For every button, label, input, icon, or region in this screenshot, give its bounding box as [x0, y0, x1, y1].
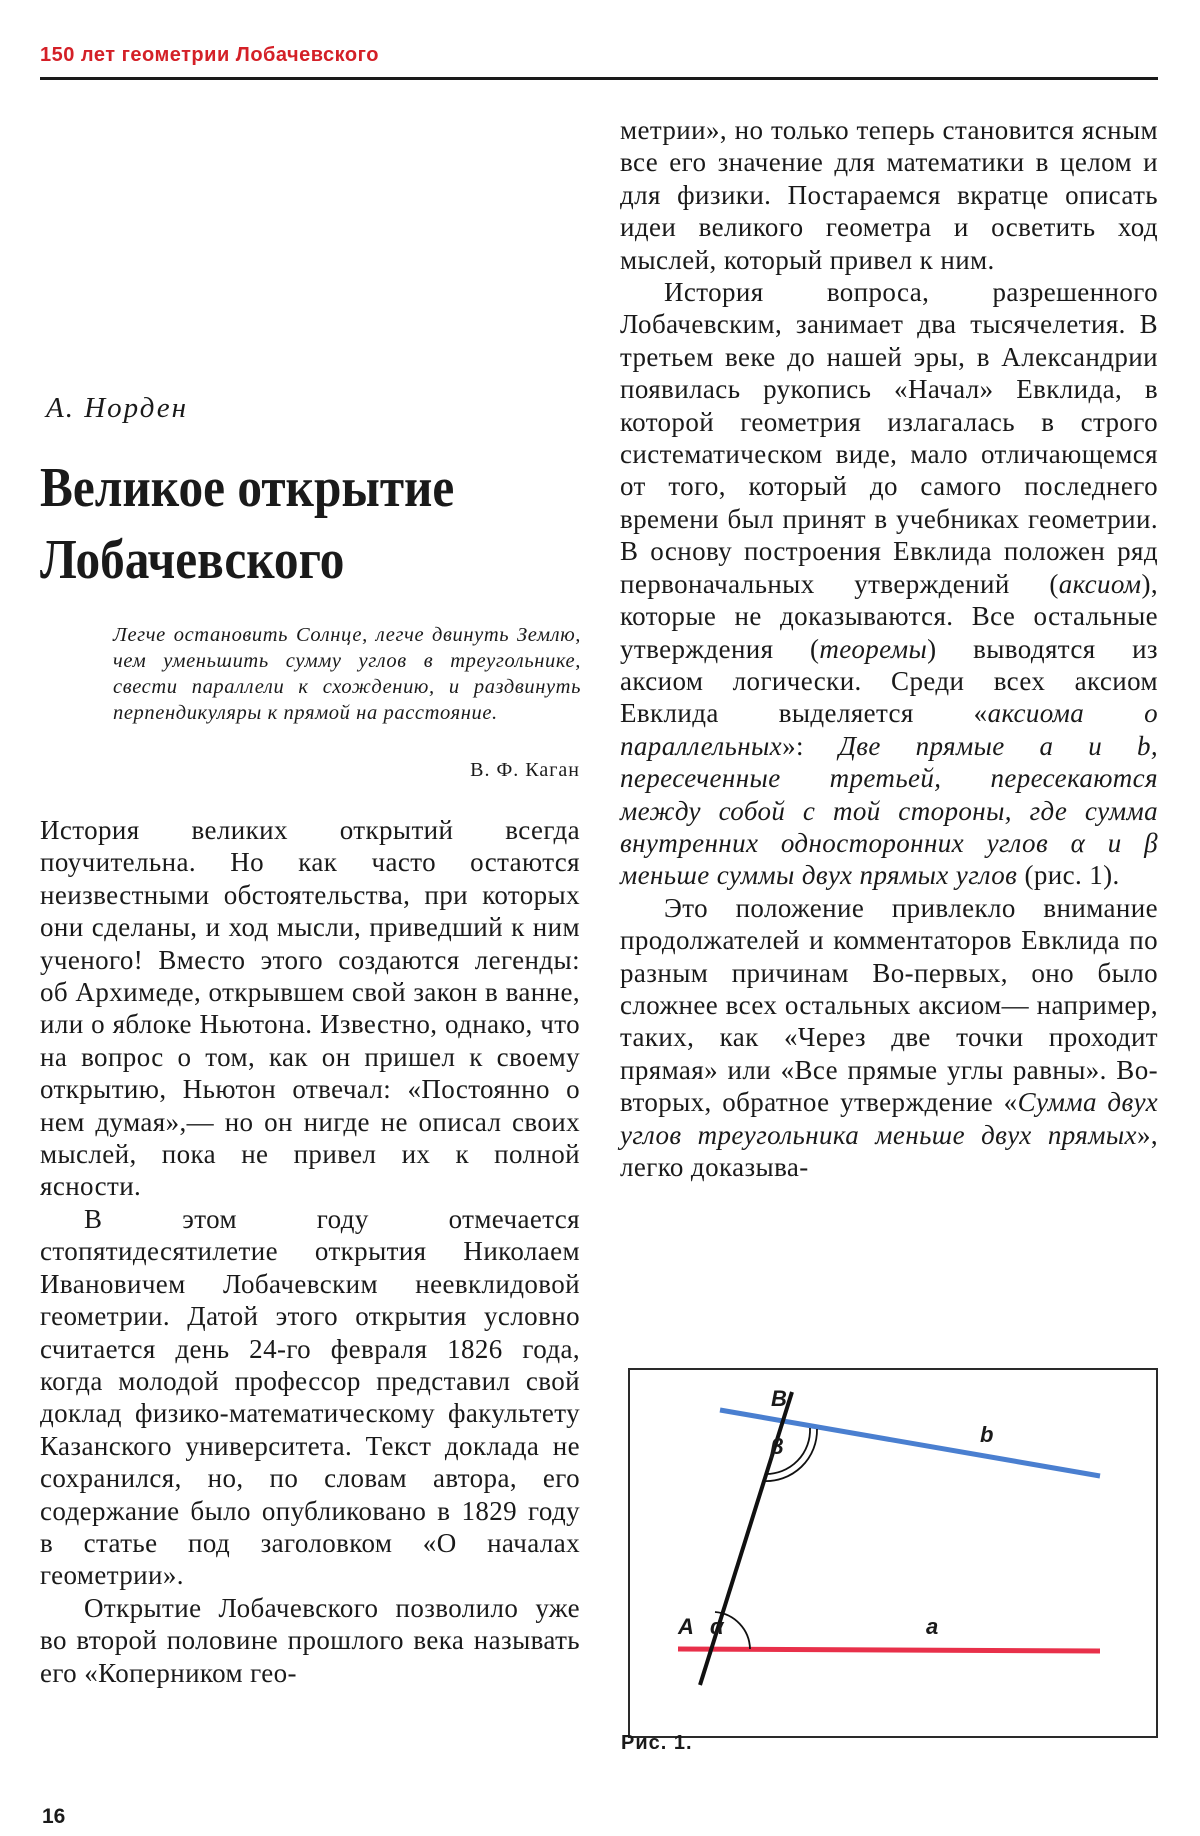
label-point-b: B	[771, 1386, 787, 1411]
left-paragraph-1: История великих открытий всегда поучительна. Но как часто остаются неизвестными обстоятельства, при которых они сделаны, и ход мысли, приведший к ним ученого! Вместо этого создаются легенды: об Архимеде, открывшем свой закон в ванне, или о яблоке Ньютона. Известно, однако, что на вопрос о том, как он пришел к своему открытию, Ньютон отвечал: «Постоянно о нем думая»,— но он нигде не описал своих мыслей, пока не привел их к полной ясности.	[40, 815, 580, 1202]
epigraph-text: Легче остановить Солнце, легче двинуть Землю, чем уменьшить сумму углов в треугольнике, свести параллели к схождению, и раздвинуть перпендикуляры к прямой на расстояние.	[113, 624, 581, 724]
text-run: », легко доказыва-	[620, 1119, 1158, 1182]
label-alpha: α	[710, 1614, 724, 1639]
figure-diagram	[630, 1370, 1160, 1740]
parallel-axiom-statement: Две прямые a и b, пересеченные третьей, пересекаются между собой с той стороны, где сумма внутренних односторонних углов α и β меньше суммы двух прямых углов	[620, 730, 1158, 891]
article-title: Великое открытие Лобачевского	[40, 457, 455, 591]
label-point-a: A	[678, 1614, 694, 1639]
left-column	[40, 814, 580, 1689]
right-column	[620, 114, 1158, 1183]
right-paragraph-1: метрии», но только теперь становится ясным все его значение для математики в целом и для физики. Постараемся вкратце описать идеи великого геометра и осветить ход мыслей, который привел к ним.	[620, 115, 1158, 275]
right-paragraph-3	[620, 892, 1158, 1184]
figure-caption: Рис. 1.	[621, 1732, 693, 1754]
header-rule	[40, 77, 1158, 80]
figure-1	[628, 1368, 1158, 1738]
left-paragraph-2: В этом году отмечается стопятидесятилетие открытия Николаем Ивановичем Лобачевским неевклидовой геометрии. Датой этого открытия условно считается день 24-го февраля 1826 года, когда молодой профессор представил свой доклад физико-математическому факультету Казанского университета. Текст доклада не сохранился, но, по словам автора, его содержание было опубликовано в 1829 году в статье под заголовком «О началах геометрии».	[40, 1203, 580, 1591]
article-author: А. Норден	[46, 392, 189, 424]
left-paragraph-3: Открытие Лобачевского позволило уже во второй половине прошлого века называть его «Коперником гео-	[40, 1592, 580, 1688]
text-run: ) выводятся из аксиом логически. Среди всех аксиом Евклида выделяется «	[620, 633, 1158, 729]
text-run: (рис. 1).	[1017, 860, 1120, 891]
text-run-italic: Сумма двух углов треугольника меньше двух прямых	[620, 1087, 1158, 1150]
running-header: 150 лет геометрии Лобачевского	[40, 44, 379, 66]
epigraph-attribution: В. Ф. Каган	[470, 759, 580, 781]
text-run-italic: аксиом	[1058, 568, 1142, 599]
label-beta: β	[770, 1434, 784, 1459]
label-line-a: a	[926, 1614, 939, 1639]
text-run-italic: аксиома о параллельных	[620, 698, 1158, 761]
text-run: »:	[782, 730, 839, 761]
line-a	[678, 1649, 1100, 1651]
text-run: ), которые не доказываются. Все остальные утверждения (	[620, 568, 1158, 664]
text-run: История вопроса, разрешенного Лобачевским, занимает два тысячелетия. В третьем веке до нашей эры, в Александрии появилась рукопись «Начал» Евклида, в которой геометрия излагалась в строго систематическом виде, мало отличающемся от того, который до самого последнего времени был принят в учебниках геометрии. В основу построения Евклида положен ряд первоначальных утверждений (	[620, 277, 1158, 599]
page-number: 16	[42, 1805, 66, 1828]
label-line-b: b	[980, 1422, 994, 1447]
right-paragraph-2	[620, 276, 1158, 892]
text-run-italic: теоремы	[819, 633, 928, 664]
text-run: Это положение привлекло внимание продолжателей и комментаторов Евклида по разным причинам Во-первых, оно было сложнее всех остальных аксиом— например, таких, как «Через две точки проходит прямая» или «Все прямые углы равны». Во-вторых, обратное утверждение «	[620, 892, 1158, 1118]
